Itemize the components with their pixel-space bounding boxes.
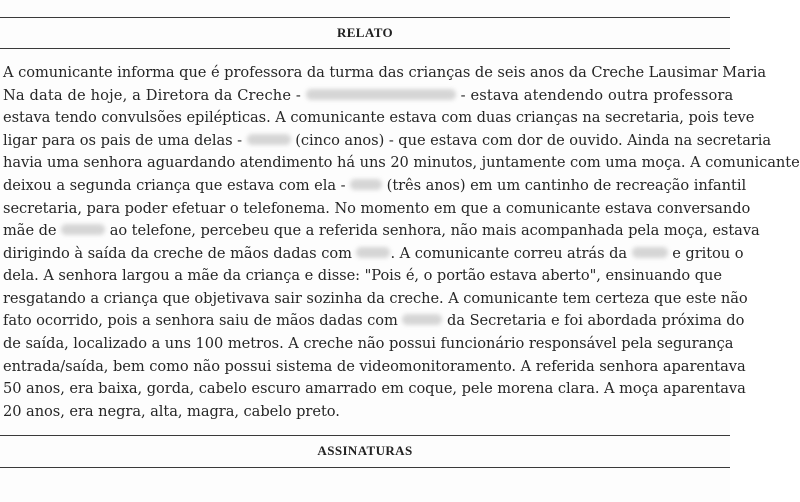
signatures-divider-top (0, 435, 730, 436)
signatures-divider-bottom (0, 467, 730, 468)
redacted-name (632, 247, 668, 258)
report-line-14: entrada/saída, bem como não possui sistema de videomonitoramento. A referida senhora aparentava (3, 358, 746, 375)
report-line-2: Na data de hoje, a Diretora da Creche - - estava atendendo outra professora (3, 87, 734, 104)
report-line-6: deixou a segunda criança que estava com ela - (três anos) em um cantinho de recreação infantil (3, 177, 747, 194)
relato-divider (0, 48, 730, 49)
report-line-12: fato ocorrido, pois a senhora saiu de mãos dadas com da Secretaria e foi abordada próxima do (3, 312, 745, 329)
section-title-assinaturas: ASSINATURAS (317, 443, 413, 458)
report-line-7: secretaria, para poder efetuar o telefonema. No momento em que a comunicante estava conversando (3, 200, 751, 217)
report-line-15: 50 anos, era baixa, gorda, cabelo escuro amarrado em coque, pele morena clara. A moça aparentava (3, 380, 746, 397)
section-title-relato: RELATO (336, 25, 394, 40)
report-line-8: mãe de ao telefone, percebeu que a referida senhora, não mais acompanhada pela moça, estava (3, 222, 760, 239)
redacted-name (356, 247, 390, 258)
report-line-4: ligar para os pais de uma delas - (cinco anos) - que estava com dor de ouvido. Ainda na secretaria (3, 132, 772, 149)
report-line-9: dirigindo à saída da creche de mãos dadas com . A comunicante correu atrás da e gritou o (3, 245, 744, 262)
redacted-name (350, 179, 382, 190)
top-divider (0, 17, 730, 18)
report-line-13: de saída, localizado a uns 100 metros. A creche não possui funcionário responsável pela segurança (3, 335, 734, 352)
report-line-10: dela. A senhora largou a mãe da criança e disse: "Pois é, o portão estava aberto", ensinuando que (3, 267, 722, 284)
report-line-5: havia uma senhora aguardando atendimento há uns 20 minutos, juntamente com uma moça. A comunicante (3, 154, 800, 171)
report-line-1: A comunicante informa que é professora da turma das crianças de seis anos da Creche Lausimar Maria (3, 64, 767, 81)
report-line-3: estava tendo convulsões epilépticas. A comunicante estava com duas crianças na secretaria, pois teve (3, 109, 755, 126)
redacted-name (61, 224, 105, 235)
redacted-name (306, 89, 456, 100)
report-line-11: resgatando a criança que objetivava sair sozinha da creche. A comunicante tem certeza que este não (3, 290, 748, 307)
report-line-16: 20 anos, era negra, alta, magra, cabelo preto. (3, 403, 340, 420)
redacted-name (247, 134, 291, 145)
redacted-name (402, 314, 442, 325)
